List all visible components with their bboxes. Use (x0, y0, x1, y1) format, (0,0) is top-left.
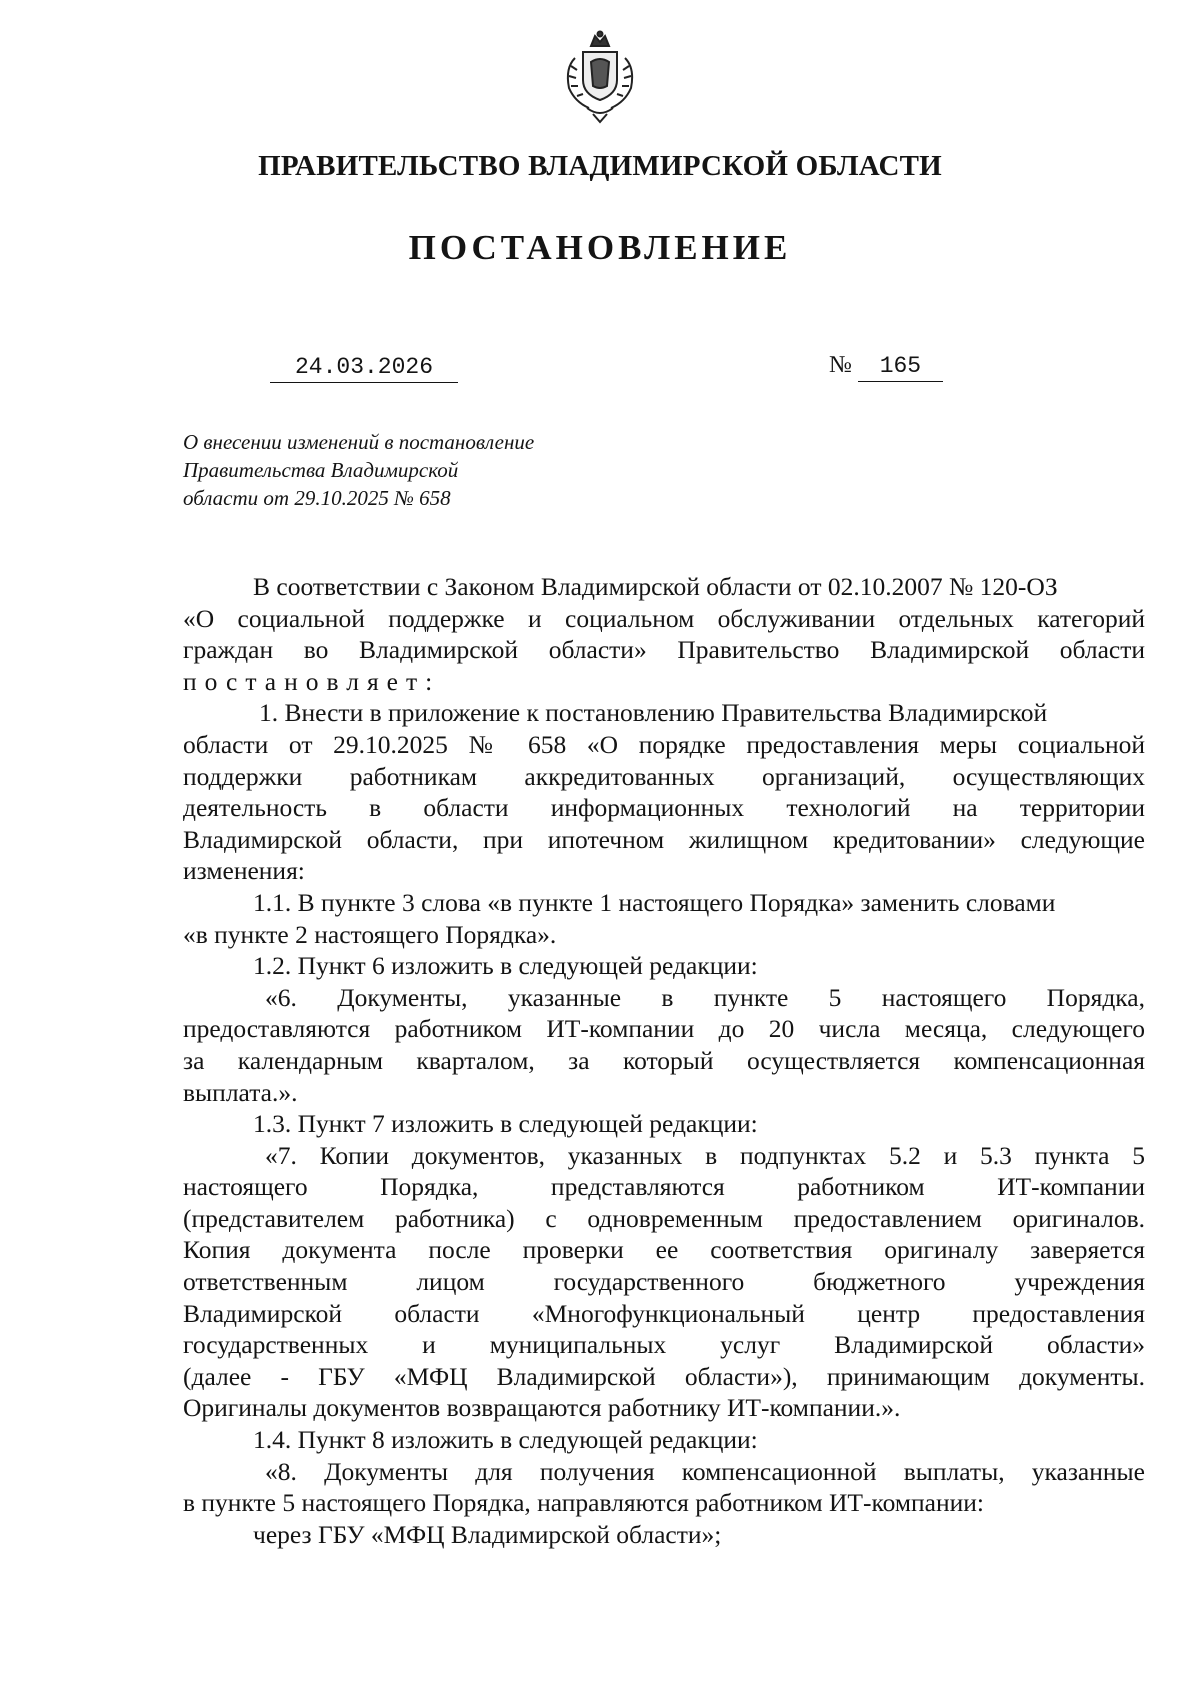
body-line: постановляет: (183, 666, 441, 696)
body-line: Копия документа после проверки ее соответствия оригиналу заверяется (183, 1235, 1145, 1265)
body-line: 1.3. Пункт 7 изложить в следующей редакции: (253, 1109, 758, 1139)
body-line: Владимирской области «Многофункциональный центр предоставления (183, 1298, 1145, 1328)
body-line: через ГБУ «МФЦ Владимирской области»; (253, 1519, 722, 1549)
body-line: за календарным кварталом, за который осуществляется компенсационная (183, 1045, 1145, 1075)
body-line: (далее - ГБУ «МФЦ Владимирской области»), принимающим документы. (183, 1361, 1145, 1391)
document-type-title: ПОСТАНОВЛЕНИЕ (408, 228, 792, 267)
document-date: 24.03.2026 (270, 354, 458, 383)
subject-line: О внесении изменений в постановление (183, 430, 535, 454)
number-sign: № (829, 352, 852, 378)
body-line: государственных и муниципальных услуг Владимирской области» (183, 1330, 1145, 1360)
body-line: Владимирской области, при ипотечном жилищном кредитовании» следующие (183, 824, 1145, 854)
body-line: в пункте 5 настоящего Порядка, направляются работником ИТ-компании: (183, 1488, 984, 1518)
coat-of-arms-emblem (553, 28, 647, 124)
body-line: Оригиналы документов возвращаются работнику ИТ-компании.». (183, 1393, 901, 1423)
body-line: «8. Документы для получения компенсационной выплаты, указанные (265, 1456, 1145, 1486)
document-body (183, 571, 1145, 1550)
body-line: «6. Документы, указанные в пункте 5 настоящего Порядка, (265, 982, 1145, 1012)
body-line: (представителем работника) с одновременным предоставлением оригиналов. (183, 1203, 1145, 1233)
body-line: ответственным лицом государственного бюджетного учреждения (183, 1267, 1145, 1297)
document-subject (183, 428, 603, 512)
body-line: «7. Копии документов, указанных в подпунктах 5.2 и 5.3 пункта 5 (265, 1140, 1145, 1170)
body-line: «в пункте 2 настоящего Порядка». (183, 919, 557, 949)
document-number (829, 352, 943, 382)
body-line: поддержки работникам аккредитованных организаций, осуществляющих (183, 761, 1145, 791)
body-line: В соответствии с Законом Владимирской области от 02.10.2007 № 120-ОЗ (253, 572, 1058, 601)
body-line: изменения: (183, 856, 305, 886)
body-line: «О социальной поддержке и социальном обслуживании отдельных категорий (183, 603, 1145, 633)
body-line: граждан во Владимирской области» Правительство Владимирской области (183, 635, 1145, 665)
body-line: настоящего Порядка, представляются работником ИТ-компании (183, 1172, 1145, 1202)
body-line: 1.2. Пункт 6 изложить в следующей редакции: (253, 951, 758, 981)
subject-line: области от 29.10.2025 № 658 (183, 486, 451, 510)
body-line: области от 29.10.2025 № 658 «О порядке предоставления меры социальной (183, 729, 1145, 759)
body-line: предоставляются работником ИТ-компании до 20 числа месяца, следующего (183, 1014, 1145, 1044)
body-line: выплата.». (183, 1077, 298, 1107)
document-number-value: 165 (858, 353, 943, 382)
government-title: ПРАВИТЕЛЬСТВО ВЛАДИМИРСКОЙ ОБЛАСТИ (258, 150, 942, 182)
body-line: деятельность в области информационных технологий на территории (183, 793, 1145, 823)
body-line: 1. Внести в приложение к постановлению Правительства Владимирской (259, 698, 1048, 728)
subject-line: Правительства Владимирской (183, 458, 459, 482)
body-line: 1.4. Пункт 8 изложить в следующей редакции: (253, 1425, 758, 1455)
body-line: 1.1. В пункте 3 слова «в пункте 1 настоящего Порядка» заменить словами (253, 887, 1056, 917)
